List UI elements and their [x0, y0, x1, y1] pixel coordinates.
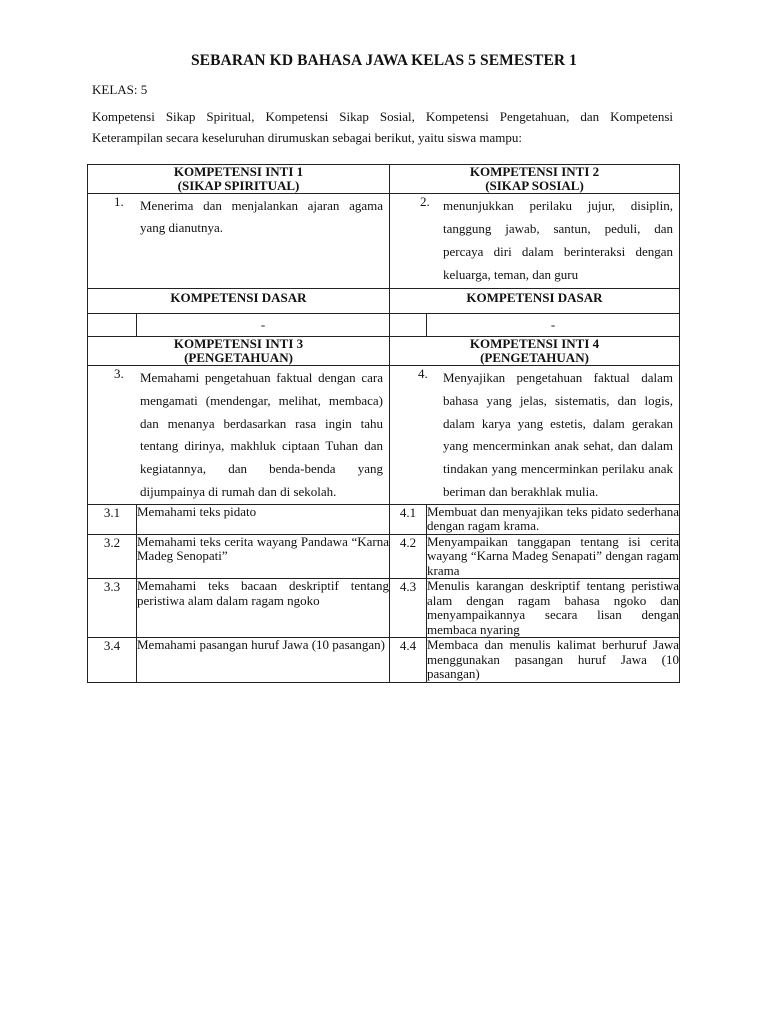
kd-code-right: 4.1: [390, 504, 427, 534]
ki3-header: [88, 337, 390, 366]
ki2-header: [390, 165, 680, 194]
class-label: KELAS: 5: [92, 82, 148, 97]
ki-header-row: [88, 165, 680, 194]
ki1-header-subtitle: (SIKAP SPIRITUAL): [177, 178, 300, 193]
ki2-header-subtitle: (SIKAP SOSIAL): [485, 178, 584, 193]
ki1-number: 1.: [114, 194, 124, 209]
kd-text-right: Membuat dan menyajikan teks pidato sederhana dengan ragam krama.: [427, 503, 679, 534]
kd-empty-code-right: [390, 314, 427, 337]
kd-text-left: Memahami teks pidato: [137, 504, 390, 534]
kd-header-left: KOMPETENSI DASAR: [88, 289, 390, 314]
ki2-header-title: KOMPETENSI INTI 2: [469, 164, 600, 179]
ki4-text: Menyajikan pengetahuan faktual dalam bahasa yang jelas, sistematis, dan logis, dalam karya yang estetis, dalam gerakan yang mencerminkan anak sehat, dan dalam tindakan yang mencerminkan perilaku anak beriman dan berakhlak mulia.: [443, 370, 673, 499]
ki3-number: 3.: [114, 366, 124, 381]
kd-code-right: 4.3: [390, 579, 427, 638]
kd-text-left: Memahami teks bacaan deskriptif tentang peristiwa alam dalam ragam ngoko: [137, 579, 390, 638]
kd-code-right: 4.2: [390, 534, 427, 579]
ki3-content: [88, 366, 390, 505]
ki3-header-title: KOMPETENSI INTI 3: [173, 336, 304, 351]
kd-empty-left: -: [137, 314, 390, 337]
ki2-content: [390, 194, 680, 289]
ki1-header: [88, 165, 390, 194]
ki3-header-subtitle: (PENGETAHUAN): [184, 350, 293, 365]
ki1-content: [88, 194, 390, 289]
ki4-header-title: KOMPETENSI INTI 4: [469, 336, 600, 351]
competency-table: [87, 164, 680, 683]
kd-empty-row: [88, 314, 680, 337]
document-title: SEBARAN KD BAHASA JAWA KELAS 5 SEMESTER 1: [190, 52, 578, 69]
ki3-text: Memahami pengetahuan faktual dengan cara mengamati (mendengar, melihat, membaca) dan menanya berdasarkan rasa ingin tahu tentang dirinya, makhluk ciptaan Tuhan dan kegiatannya, dan benda-benda yang dijumpainya di rumah dan di sekolah.: [140, 370, 383, 499]
ki4-header: [390, 337, 680, 366]
kd-code-right: 4.4: [390, 638, 427, 683]
kd-code-left: 3.3: [88, 579, 137, 638]
kd-empty-right: -: [427, 314, 680, 337]
ki1-header-title: KOMPETENSI INTI 1: [173, 164, 304, 179]
kd-row: [88, 534, 680, 579]
ki4-header-subtitle: (PENGETAHUAN): [480, 350, 589, 365]
intro-paragraph: Kompetensi Sikap Spiritual, Kompetensi Sikap Sosial, Kompetensi Pengetahuan, dan Kompetensi Keterampilan secara keseluruhan dirumuskan sebagai berikut, yaitu siswa mampu:: [92, 109, 673, 145]
ki2-number: 2.: [420, 194, 430, 209]
ki-header-row-2: [88, 337, 680, 366]
ki-content-row: [88, 194, 680, 289]
ki2-text: menunjukkan perilaku jujur, disiplin, tanggung jawab, santun, peduli, dan percaya diri dalam berinteraksi dengan keluarga, teman, dan guru: [443, 198, 673, 282]
ki1-text: Menerima dan menjalankan ajaran agama yang dianutnya.: [140, 198, 383, 235]
kd-row: [88, 579, 680, 638]
kd-text-right: Menyampaikan tanggapan tentang isi cerita wayang “Karna Madeg Senapati” dengan ragam krama: [427, 533, 679, 578]
kd-text-right: Membaca dan menulis kalimat berhuruf Jawa menggunakan pasangan huruf Jawa (10 pasangan): [427, 637, 679, 682]
kd-code-left: 3.2: [88, 534, 137, 579]
kd-text-left: Memahami pasangan huruf Jawa (10 pasangan): [137, 638, 390, 683]
kd-header-row: [88, 289, 680, 314]
kd-header-right: KOMPETENSI DASAR: [390, 289, 680, 314]
kd-code-left: 3.1: [88, 504, 137, 534]
ki4-number: 4.: [418, 366, 428, 381]
kd-code-left: 3.4: [88, 638, 137, 683]
kd-text-left: Memahami teks cerita wayang Pandawa “Karna Madeg Senopati”: [137, 534, 390, 579]
kd-row: [88, 638, 680, 683]
kd-empty-code-left: [88, 314, 137, 337]
ki-content-row-2: [88, 366, 680, 505]
ki4-content: [390, 366, 680, 505]
kd-text-right: Menulis karangan deskriptif tentang peristiwa alam dengan ragam bahasa ngoko dan menyampaikannya secara lisan dengan membaca nyaring: [427, 578, 679, 637]
kd-row: [88, 504, 680, 534]
